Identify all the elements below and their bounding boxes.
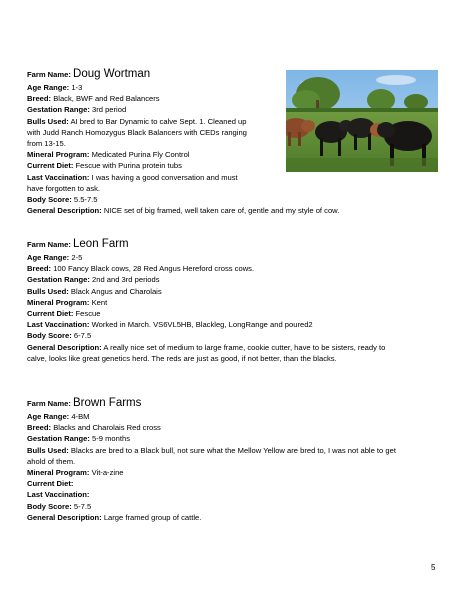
bulls-used-line-2: with Judd Ranch Homozygus Black Balancers with CEDs ranging bbox=[27, 127, 247, 137]
general-description-row: General Description: NICE set of big framed, well taken care of, gentle and my style of cow. bbox=[27, 206, 340, 216]
mineral-program-row: Mineral Program: Kent bbox=[27, 297, 108, 307]
farm-entry-leon-farm bbox=[27, 237, 439, 364]
last-vaccination-line-2: have forgotten to ask. bbox=[27, 183, 101, 193]
general-description-row: General Description: Large framed group of cattle. bbox=[27, 512, 202, 522]
mineral-program-row: Mineral Program: Medicated Purina Fly Control bbox=[27, 150, 190, 160]
general-description-line-2: calve, looks like great genetics herd. The reds are just as good, if not better, than the blacks. bbox=[27, 353, 337, 363]
bulls-used-row: Bulls Used: AI bred to Bar Dynamic to calve Sept. 1. Cleaned up bbox=[27, 116, 247, 126]
body-score-row: Body Score: 6-7.5 bbox=[27, 331, 92, 341]
breed-row: Breed: 100 Fancy Black cows, 28 Red Angus Hereford cross cows. bbox=[27, 264, 255, 274]
body-score-row: Body Score: 5.5-7.5 bbox=[27, 195, 98, 205]
last-vaccination-row: Last Vaccination: I was having a good conversation and must bbox=[27, 172, 238, 182]
cattle-photo bbox=[286, 70, 438, 172]
farm-name-row: Farm Name: Brown Farms bbox=[27, 397, 142, 409]
farm-name-row: Farm Name: Doug Wortman bbox=[27, 68, 151, 80]
bulls-used-line-3: from 13-15. bbox=[27, 139, 66, 149]
gestation-row: Gestation Range: 2nd and 3rd periods bbox=[27, 275, 160, 285]
farm-name: Brown Farms bbox=[73, 397, 142, 409]
farm-name-row: Farm Name: Leon Farm bbox=[27, 238, 129, 250]
farm-entry-doug-wortman bbox=[27, 67, 340, 216]
last-vaccination-row: Last Vaccination: Worked in March. VS6VL5HB, Blackleg, LongRange and poured2 bbox=[27, 320, 313, 330]
current-diet-row: Current Diet: Fescue with Purina protein tubs bbox=[27, 161, 182, 171]
body-score-row: Body Score: 5-7.5 bbox=[27, 501, 92, 511]
last-vaccination-row: Last Vaccination: bbox=[27, 490, 90, 500]
cattle-photo-image bbox=[286, 70, 438, 172]
age-range-row: Age Range: 1-3 bbox=[27, 83, 83, 92]
page-number: 5 bbox=[431, 563, 436, 572]
bulls-used-line-2: ahold of them. bbox=[27, 456, 76, 466]
breed-row: Breed: Black, BWF and Red Balancers bbox=[27, 94, 160, 104]
gestation-row: Gestation Range: 5-9 months bbox=[27, 434, 130, 444]
current-diet-row: Current Diet: bbox=[27, 479, 74, 489]
bulls-used-row: Bulls Used: Blacks are bred to a Black bull, not sure what the Mellow Yellow are bred to, I was not able to get bbox=[27, 445, 396, 455]
farm-entry-brown-farms bbox=[27, 396, 439, 523]
bulls-used-row: Bulls Used: Black Angus and Charolais bbox=[27, 286, 162, 296]
general-description-row: General Description: A really nice set of medium to large frame, cookie cutter, have to be sisters, ready to bbox=[27, 342, 386, 352]
age-range-row: Age Range: 2-5 bbox=[27, 253, 83, 262]
current-diet-row: Current Diet: Fescue bbox=[27, 309, 101, 319]
gestation-row: Gestation Range: 3rd period bbox=[27, 105, 127, 115]
farm-name: Doug Wortman bbox=[73, 68, 151, 80]
mineral-program-row: Mineral Program: Vit-a-zine bbox=[27, 468, 124, 478]
breed-row: Breed: Blacks and Charolais Red cross bbox=[27, 423, 161, 433]
farm-name: Leon Farm bbox=[73, 238, 129, 250]
age-range-row: Age Range: 4-BM bbox=[27, 412, 90, 421]
